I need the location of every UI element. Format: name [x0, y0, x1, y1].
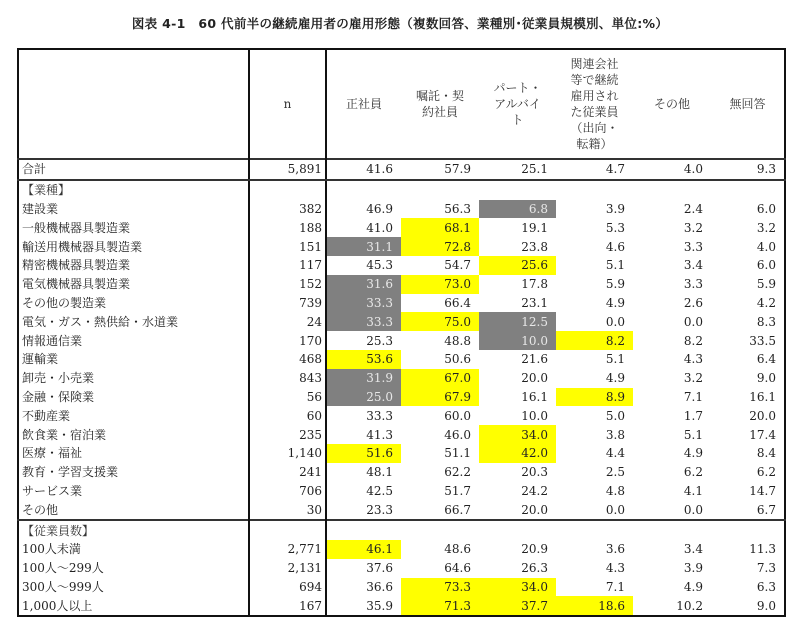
row-label: 一般機械器具製造業 — [18, 218, 249, 237]
cell-value: 6.8 — [479, 200, 556, 219]
empty-cell — [633, 520, 711, 540]
cell-value: 7.1 — [605, 579, 625, 594]
cell-value: 9.0 — [756, 598, 776, 613]
table-row — [18, 482, 785, 501]
table-title: 図表 4-1 60 代前半の継続雇用者の雇用形態（複数回答、業種別･従業員規模別、単位:%） — [131, 16, 669, 31]
cell-value: 3.2 — [683, 371, 703, 386]
cell-n: 739 — [249, 294, 326, 313]
cell-value: 64.6 — [444, 561, 471, 576]
row-label: 合計 — [18, 159, 249, 180]
row-label: その他 — [18, 500, 249, 520]
cell-value: 24.2 — [521, 483, 548, 498]
table-row — [18, 237, 785, 256]
cell-value: 6.2 — [683, 465, 703, 480]
column-header-line: ト — [511, 113, 524, 127]
table-row — [18, 331, 785, 350]
cell-n: 2,131 — [249, 559, 326, 578]
row-label: その他の製造業 — [18, 294, 249, 313]
column-header-line: アルバイ — [494, 97, 541, 111]
table-row — [18, 406, 785, 425]
table-row — [18, 369, 785, 388]
header-blank — [18, 49, 249, 159]
cell-value: 9.3 — [711, 159, 785, 180]
cell-value: 3.8 — [605, 427, 625, 442]
column-header — [326, 49, 401, 159]
cell-value: 51.1 — [444, 446, 471, 461]
header-row — [18, 49, 785, 159]
empty-cell — [326, 520, 401, 540]
cell-n: 468 — [249, 350, 326, 369]
cell-value: 4.9 — [605, 295, 625, 310]
cell-n: 170 — [249, 331, 326, 350]
cell-n: 24 — [249, 312, 326, 331]
cell-value: 67.9 — [401, 388, 479, 407]
cell-value: 8.4 — [756, 446, 776, 461]
empty-cell — [401, 520, 479, 540]
cell-value: 6.0 — [756, 201, 776, 216]
cell-n: 382 — [249, 200, 326, 219]
column-header-line: 等で継続 — [570, 73, 619, 87]
cell-value: 60.0 — [444, 408, 471, 423]
empty-cell — [711, 180, 785, 200]
column-header-line: （出向・ — [570, 121, 619, 135]
cell-value: 66.7 — [444, 502, 471, 517]
cell-value: 51.7 — [444, 483, 471, 498]
table-row — [18, 256, 785, 275]
cell-value: 33.3 — [366, 408, 393, 423]
cell-value: 7.3 — [756, 561, 776, 576]
row-label: 建設業 — [18, 200, 249, 219]
row-label: 300人～999人 — [18, 578, 249, 597]
empty-cell — [479, 520, 556, 540]
row-label: 情報通信業 — [18, 331, 249, 350]
cell-value: 66.4 — [444, 295, 471, 310]
cell-value: 23.8 — [521, 239, 548, 254]
cell-value: 4.7 — [556, 159, 633, 180]
cell-value: 2.6 — [683, 295, 703, 310]
cell-n: 235 — [249, 425, 326, 444]
row-label: 1,000人以上 — [18, 596, 249, 616]
cell-value: 6.3 — [756, 579, 776, 594]
cell-value: 25.6 — [479, 256, 556, 275]
cell-value: 8.3 — [756, 314, 776, 329]
cell-n: 117 — [249, 256, 326, 275]
table-row — [18, 500, 785, 520]
cell-value: 5.0 — [605, 408, 625, 423]
cell-value: 31.1 — [326, 237, 401, 256]
cell-value: 25.1 — [479, 159, 556, 180]
cell-value: 3.3 — [683, 239, 703, 254]
cell-value: 54.7 — [444, 258, 471, 273]
cell-value: 7.1 — [683, 389, 703, 404]
cell-value: 0.0 — [683, 502, 703, 517]
cell-value: 3.2 — [756, 220, 776, 235]
cell-value: 8.2 — [683, 333, 703, 348]
cell-value: 26.3 — [521, 561, 548, 576]
cell-value: 3.2 — [683, 220, 703, 235]
cell-value: 9.0 — [756, 371, 776, 386]
cell-value: 57.9 — [401, 159, 479, 180]
cell-value: 0.0 — [605, 502, 625, 517]
table-row — [18, 200, 785, 219]
empty-cell — [249, 520, 326, 540]
cell-value: 41.0 — [366, 220, 393, 235]
row-label: 金融・保険業 — [18, 388, 249, 407]
cell-value: 41.3 — [366, 427, 393, 442]
cell-value: 4.6 — [605, 239, 625, 254]
cell-n: 694 — [249, 578, 326, 597]
table-row — [18, 425, 785, 444]
cell-value: 3.4 — [683, 542, 703, 557]
table-row — [18, 596, 785, 616]
cell-value: 12.5 — [479, 312, 556, 331]
cell-value: 35.9 — [366, 598, 393, 613]
row-label: 輸送用機械器具製造業 — [18, 237, 249, 256]
cell-n: 241 — [249, 463, 326, 482]
table-row — [18, 463, 785, 482]
cell-value: 18.6 — [556, 596, 633, 616]
cell-n: 167 — [249, 596, 326, 616]
column-header-line: 転籍） — [576, 137, 613, 151]
section-label: 【業種】 — [18, 180, 249, 200]
cell-value: 53.6 — [326, 350, 401, 369]
column-header-line: 嘱託・契 — [415, 89, 464, 103]
cell-value: 4.9 — [683, 579, 703, 594]
cell-value: 23.1 — [521, 295, 548, 310]
cell-value: 14.7 — [749, 483, 776, 498]
empty-cell — [326, 180, 401, 200]
cell-value: 0.0 — [605, 314, 625, 329]
cell-value: 17.8 — [521, 277, 548, 292]
cell-value: 10.2 — [676, 598, 703, 613]
cell-value: 20.3 — [521, 465, 548, 480]
cell-value: 56.3 — [444, 201, 471, 216]
cell-value: 46.0 — [444, 427, 471, 442]
cell-value: 33.3 — [326, 294, 401, 313]
cell-value: 10.0 — [521, 408, 548, 423]
row-label: 運輸業 — [18, 350, 249, 369]
cell-value: 48.8 — [444, 333, 471, 348]
column-header-line: 雇用され — [570, 89, 619, 103]
cell-value: 5.3 — [605, 220, 625, 235]
cell-value: 5.9 — [605, 277, 625, 292]
cell-value: 36.6 — [366, 579, 393, 594]
cell-n: 60 — [249, 406, 326, 425]
cell-value: 20.0 — [749, 408, 776, 423]
cell-value: 37.6 — [366, 561, 393, 576]
cell-value: 51.6 — [326, 444, 401, 463]
cell-value: 25.0 — [326, 388, 401, 407]
table-row — [18, 218, 785, 237]
cell-value: 37.7 — [479, 596, 556, 616]
table-row — [18, 578, 785, 597]
section-label: 【従業員数】 — [18, 520, 249, 540]
cell-value: 42.0 — [479, 444, 556, 463]
cell-value: 20.0 — [521, 371, 548, 386]
row-label: 100人～299人 — [18, 559, 249, 578]
cell-value: 73.0 — [401, 275, 479, 294]
cell-value: 3.9 — [683, 561, 703, 576]
cell-value: 68.1 — [401, 218, 479, 237]
cell-value: 5.9 — [756, 277, 776, 292]
cell-value: 46.1 — [326, 540, 401, 559]
column-header — [633, 49, 711, 159]
empty-cell — [401, 180, 479, 200]
cell-n: 706 — [249, 482, 326, 501]
empty-cell — [556, 180, 633, 200]
cell-value: 41.6 — [326, 159, 401, 180]
row-label: 卸売・小売業 — [18, 369, 249, 388]
cell-value: 5.1 — [605, 352, 625, 367]
cell-value: 17.4 — [749, 427, 776, 442]
empty-cell — [633, 180, 711, 200]
row-label: 医療・福祉 — [18, 444, 249, 463]
column-header-line: パート・ — [493, 81, 542, 95]
cell-n: 30 — [249, 500, 326, 520]
cell-n: 56 — [249, 388, 326, 407]
column-header-line: 正社員 — [345, 97, 382, 111]
table-row — [18, 540, 785, 559]
cell-value: 3.4 — [683, 258, 703, 273]
row-label: 100人未満 — [18, 540, 249, 559]
row-label: 電気機械器具製造業 — [18, 275, 249, 294]
cell-n: 151 — [249, 237, 326, 256]
column-header — [401, 49, 479, 159]
cell-value: 42.5 — [366, 483, 393, 498]
cell-value: 4.9 — [605, 371, 625, 386]
cell-value: 4.9 — [683, 446, 703, 461]
cell-value: 50.6 — [444, 352, 471, 367]
cell-value: 16.1 — [749, 389, 776, 404]
cell-n: 5,891 — [249, 159, 326, 180]
cell-value: 11.3 — [749, 542, 776, 557]
cell-value: 5.1 — [683, 427, 703, 442]
column-header-line: n — [283, 97, 292, 111]
cell-value: 73.3 — [401, 578, 479, 597]
empty-cell — [711, 520, 785, 540]
cell-value: 20.0 — [521, 502, 548, 517]
cell-value: 4.3 — [683, 352, 703, 367]
table-row — [18, 294, 785, 313]
cell-value: 4.0 — [633, 159, 711, 180]
cell-value: 20.9 — [521, 542, 548, 557]
cell-value: 6.7 — [756, 502, 776, 517]
cell-value: 75.0 — [401, 312, 479, 331]
cell-n: 2,771 — [249, 540, 326, 559]
cell-n: 1,140 — [249, 444, 326, 463]
cell-value: 71.3 — [401, 596, 479, 616]
cell-value: 34.0 — [479, 425, 556, 444]
cell-value: 6.4 — [756, 352, 776, 367]
row-label: 教育・学習支援業 — [18, 463, 249, 482]
cell-value: 16.1 — [521, 389, 548, 404]
table-row — [18, 350, 785, 369]
cell-value: 62.2 — [444, 465, 471, 480]
cell-value: 72.8 — [401, 237, 479, 256]
column-header — [556, 49, 633, 159]
cell-value: 48.6 — [444, 542, 471, 557]
column-header-line: 無回答 — [729, 97, 766, 111]
table-row — [18, 312, 785, 331]
table-row — [18, 559, 785, 578]
cell-value: 21.6 — [521, 352, 548, 367]
column-header-line: その他 — [653, 97, 690, 111]
cell-value: 4.4 — [605, 446, 625, 461]
row-label: 精密機械器具製造業 — [18, 256, 249, 275]
column-header-line: 約社員 — [421, 105, 458, 119]
employment-type-table — [17, 48, 786, 617]
column-header-line: 関連会社 — [570, 57, 619, 71]
cell-value: 67.0 — [401, 369, 479, 388]
cell-value: 3.6 — [605, 542, 625, 557]
row-label: サービス業 — [18, 482, 249, 501]
cell-value: 33.3 — [326, 312, 401, 331]
empty-cell — [249, 180, 326, 200]
column-header — [479, 49, 556, 159]
total-row — [18, 159, 785, 180]
table-row — [18, 388, 785, 407]
cell-value: 34.0 — [479, 578, 556, 597]
cell-value: 3.9 — [605, 201, 625, 216]
cell-value: 45.3 — [366, 258, 393, 273]
cell-value: 8.9 — [556, 388, 633, 407]
empty-cell — [556, 520, 633, 540]
column-header-line: た従業員 — [570, 105, 619, 119]
cell-value: 4.1 — [683, 483, 703, 498]
cell-value: 23.3 — [366, 502, 393, 517]
cell-value: 4.2 — [756, 295, 776, 310]
cell-value: 2.5 — [605, 465, 625, 480]
cell-value: 31.6 — [326, 275, 401, 294]
cell-value: 10.0 — [479, 331, 556, 350]
cell-value: 2.4 — [683, 201, 703, 216]
cell-n: 188 — [249, 218, 326, 237]
cell-value: 4.3 — [605, 561, 625, 576]
row-label: 飲食業・宿泊業 — [18, 425, 249, 444]
section-header-row — [18, 180, 785, 200]
table-row — [18, 444, 785, 463]
cell-n: 843 — [249, 369, 326, 388]
cell-value: 0.0 — [683, 314, 703, 329]
cell-value: 5.1 — [605, 258, 625, 273]
row-label: 電気・ガス・熱供給・水道業 — [18, 312, 249, 331]
cell-value: 4.0 — [756, 239, 776, 254]
cell-value: 6.2 — [756, 465, 776, 480]
cell-value: 33.5 — [749, 333, 776, 348]
cell-value: 25.3 — [366, 333, 393, 348]
row-label: 不動産業 — [18, 406, 249, 425]
column-header — [711, 49, 785, 159]
cell-value: 6.0 — [756, 258, 776, 273]
table-row — [18, 275, 785, 294]
empty-cell — [479, 180, 556, 200]
cell-value: 1.7 — [683, 408, 703, 423]
cell-value: 8.2 — [556, 331, 633, 350]
cell-value: 4.8 — [605, 483, 625, 498]
cell-value: 48.1 — [366, 465, 393, 480]
cell-value: 31.9 — [326, 369, 401, 388]
cell-value: 3.3 — [683, 277, 703, 292]
cell-value: 19.1 — [521, 220, 548, 235]
cell-value: 46.9 — [366, 201, 393, 216]
section-header-row — [18, 520, 785, 540]
cell-n: 152 — [249, 275, 326, 294]
column-header — [249, 49, 326, 159]
